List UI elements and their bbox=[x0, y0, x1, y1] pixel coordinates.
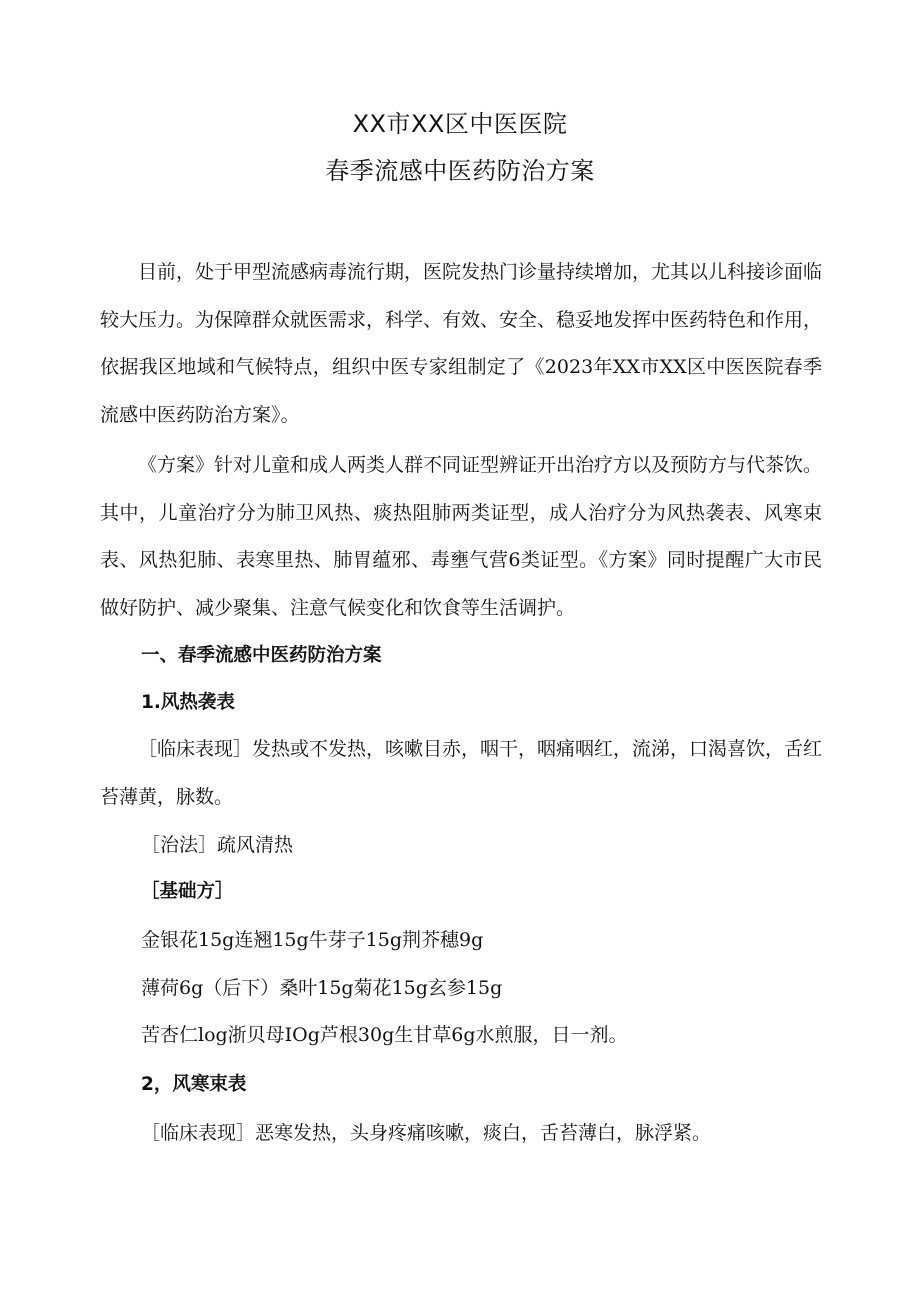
document-title-hospital: XX市XX区中医医院 bbox=[352, 110, 568, 138]
item-heading-wind-heat: 1.风热袭表 bbox=[141, 692, 235, 713]
plan-summary-paragraph: 《方案》针对儿童和成人两类人群不同证型辨证开出治疗方以及预防方与代茶饮。其中，儿童治疗分为肺卫风热、痰热阻肺两类证型，成人治疗分为风热袭表、风寒束表、风热犯肺、表寒里热、肺胃蕴邪、毒壅气营6类证型。《方案》同时提醒广大市民做好防护、减少聚集、注意气候变化和饮食等生活调护。 bbox=[100, 454, 823, 619]
formula-line: 金银花15g连翘15g牛芽子15g荆芥穗9g bbox=[141, 929, 484, 951]
clinical-manifestation-text: ［临床表现］发热或不发热，咳嗽目赤，咽干，咽痛咽红，流涕，口渴喜饮，舌红苔薄黄，脉数。 bbox=[100, 738, 823, 808]
intro-paragraph: 目前，处于甲型流感病毒流行期，医院发热门诊量持续增加，尤其以儿科接诊面临较大压力。为保障群众就医需求，科学、有效、安全、稳妥地发挥中医药特色和作用，依据我区地域和气候特点，组织中医专家组制定了《2023年XX市XX区中医医院春季流感中医药防治方案》。 bbox=[100, 261, 823, 426]
treatment-method-text: ［治法］疏风清热 bbox=[141, 834, 294, 856]
formula-line: 苦杏仁log浙贝母IOg芦根30g生甘草6g水煎服，日一剂。 bbox=[141, 1024, 628, 1046]
section-heading: 一、春季流感中医药防治方案 bbox=[141, 645, 382, 666]
item-heading-wind-cold: 2，风寒束表 bbox=[141, 1074, 247, 1095]
document-title-plan: 春季流感中医药防治方案 bbox=[325, 157, 595, 185]
clinical-manifestation-text: ［临床表现］恶寒发热，头身疼痛咳嗽，痰白，舌苔薄白，脉浮紧。 bbox=[141, 1122, 712, 1144]
base-formula-heading: ［基础方］ bbox=[141, 881, 234, 902]
formula-line: 薄荷6g（后下）桑叶15g菊花15g玄参15g bbox=[141, 977, 503, 999]
